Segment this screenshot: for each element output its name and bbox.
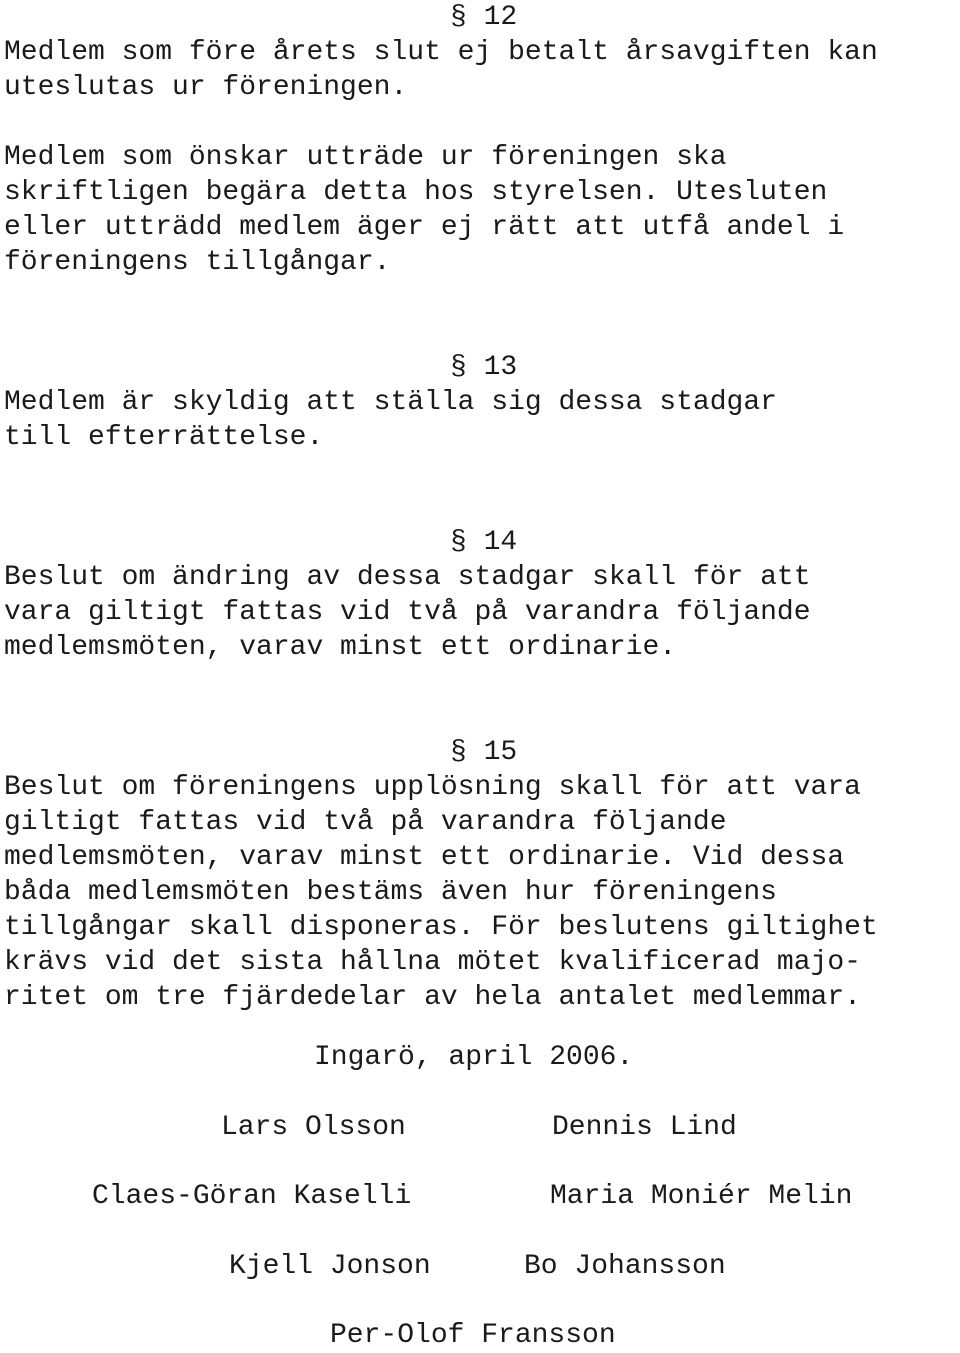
signature-bo-johansson: Bo Johansson [524,1251,726,1282]
section-14-paragraph-1 [4,560,960,665]
signature-lars-olsson: Lars Olsson [221,1112,406,1143]
text-line: krävs vid det sista hållna mötet kvalificerad majo- [4,947,861,978]
text-line: föreningens tillgångar. [4,247,391,278]
document-page [4,0,960,1015]
section-12-paragraph-1 [4,35,960,105]
text-line: vara giltigt fattas vid två på varandra följande [4,597,811,628]
section-12-paragraph-2 [4,140,960,280]
text-line: ritet om tre fjärdedelar av hela antalet medlemmar. [4,982,861,1013]
section-12-heading: § 12 [450,2,518,33]
section-15-heading: § 15 [450,737,518,768]
text-line: medlemsmöten, varav minst ett ordinarie. Vid dessa [4,842,845,873]
text-line: uteslutas ur föreningen. [4,72,408,103]
place-date: Ingarö, april 2006. [314,1042,634,1073]
signature-dennis-lind: Dennis Lind [552,1112,737,1143]
text-line: Medlem som önskar utträde ur föreningen ska [4,142,727,173]
section-15-paragraph-1 [4,770,960,1015]
text-line: Beslut om föreningens upplösning skall för att vara [4,772,861,803]
text-line: giltigt fattas vid två på varandra följande [4,807,727,838]
text-line: Beslut om ändring av dessa stadgar skall för att [4,562,811,593]
signature-maria-monier-melin: Maria Moniér Melin [550,1181,853,1212]
text-line: till efterrättelse. [4,422,324,453]
section-13-paragraph-1 [4,385,960,455]
text-line: Medlem är skyldig att ställa sig dessa stadgar [4,387,777,418]
text-line: båda medlemsmöten bestäms även hur föreningens [4,877,777,908]
text-line: eller utträdd medlem äger ej rätt att utfå andel i [4,212,845,243]
signature-kjell-jonson: Kjell Jonson [229,1251,431,1282]
signature-claes-goran-kaselli: Claes-Göran Kaselli [92,1181,412,1212]
text-line: tillgångar skall disponeras. För beslutens giltighet [4,912,878,943]
section-13-heading: § 13 [450,352,518,383]
text-line: medlemsmöten, varav minst ett ordinarie. [4,632,677,663]
section-14-heading: § 14 [450,527,518,558]
text-line: Medlem som före årets slut ej betalt årsavgiften kan [4,37,878,68]
text-line: skriftligen begära detta hos styrelsen. Utesluten [4,177,828,208]
signature-per-olof-fransson: Per-Olof Fransson [330,1320,616,1351]
